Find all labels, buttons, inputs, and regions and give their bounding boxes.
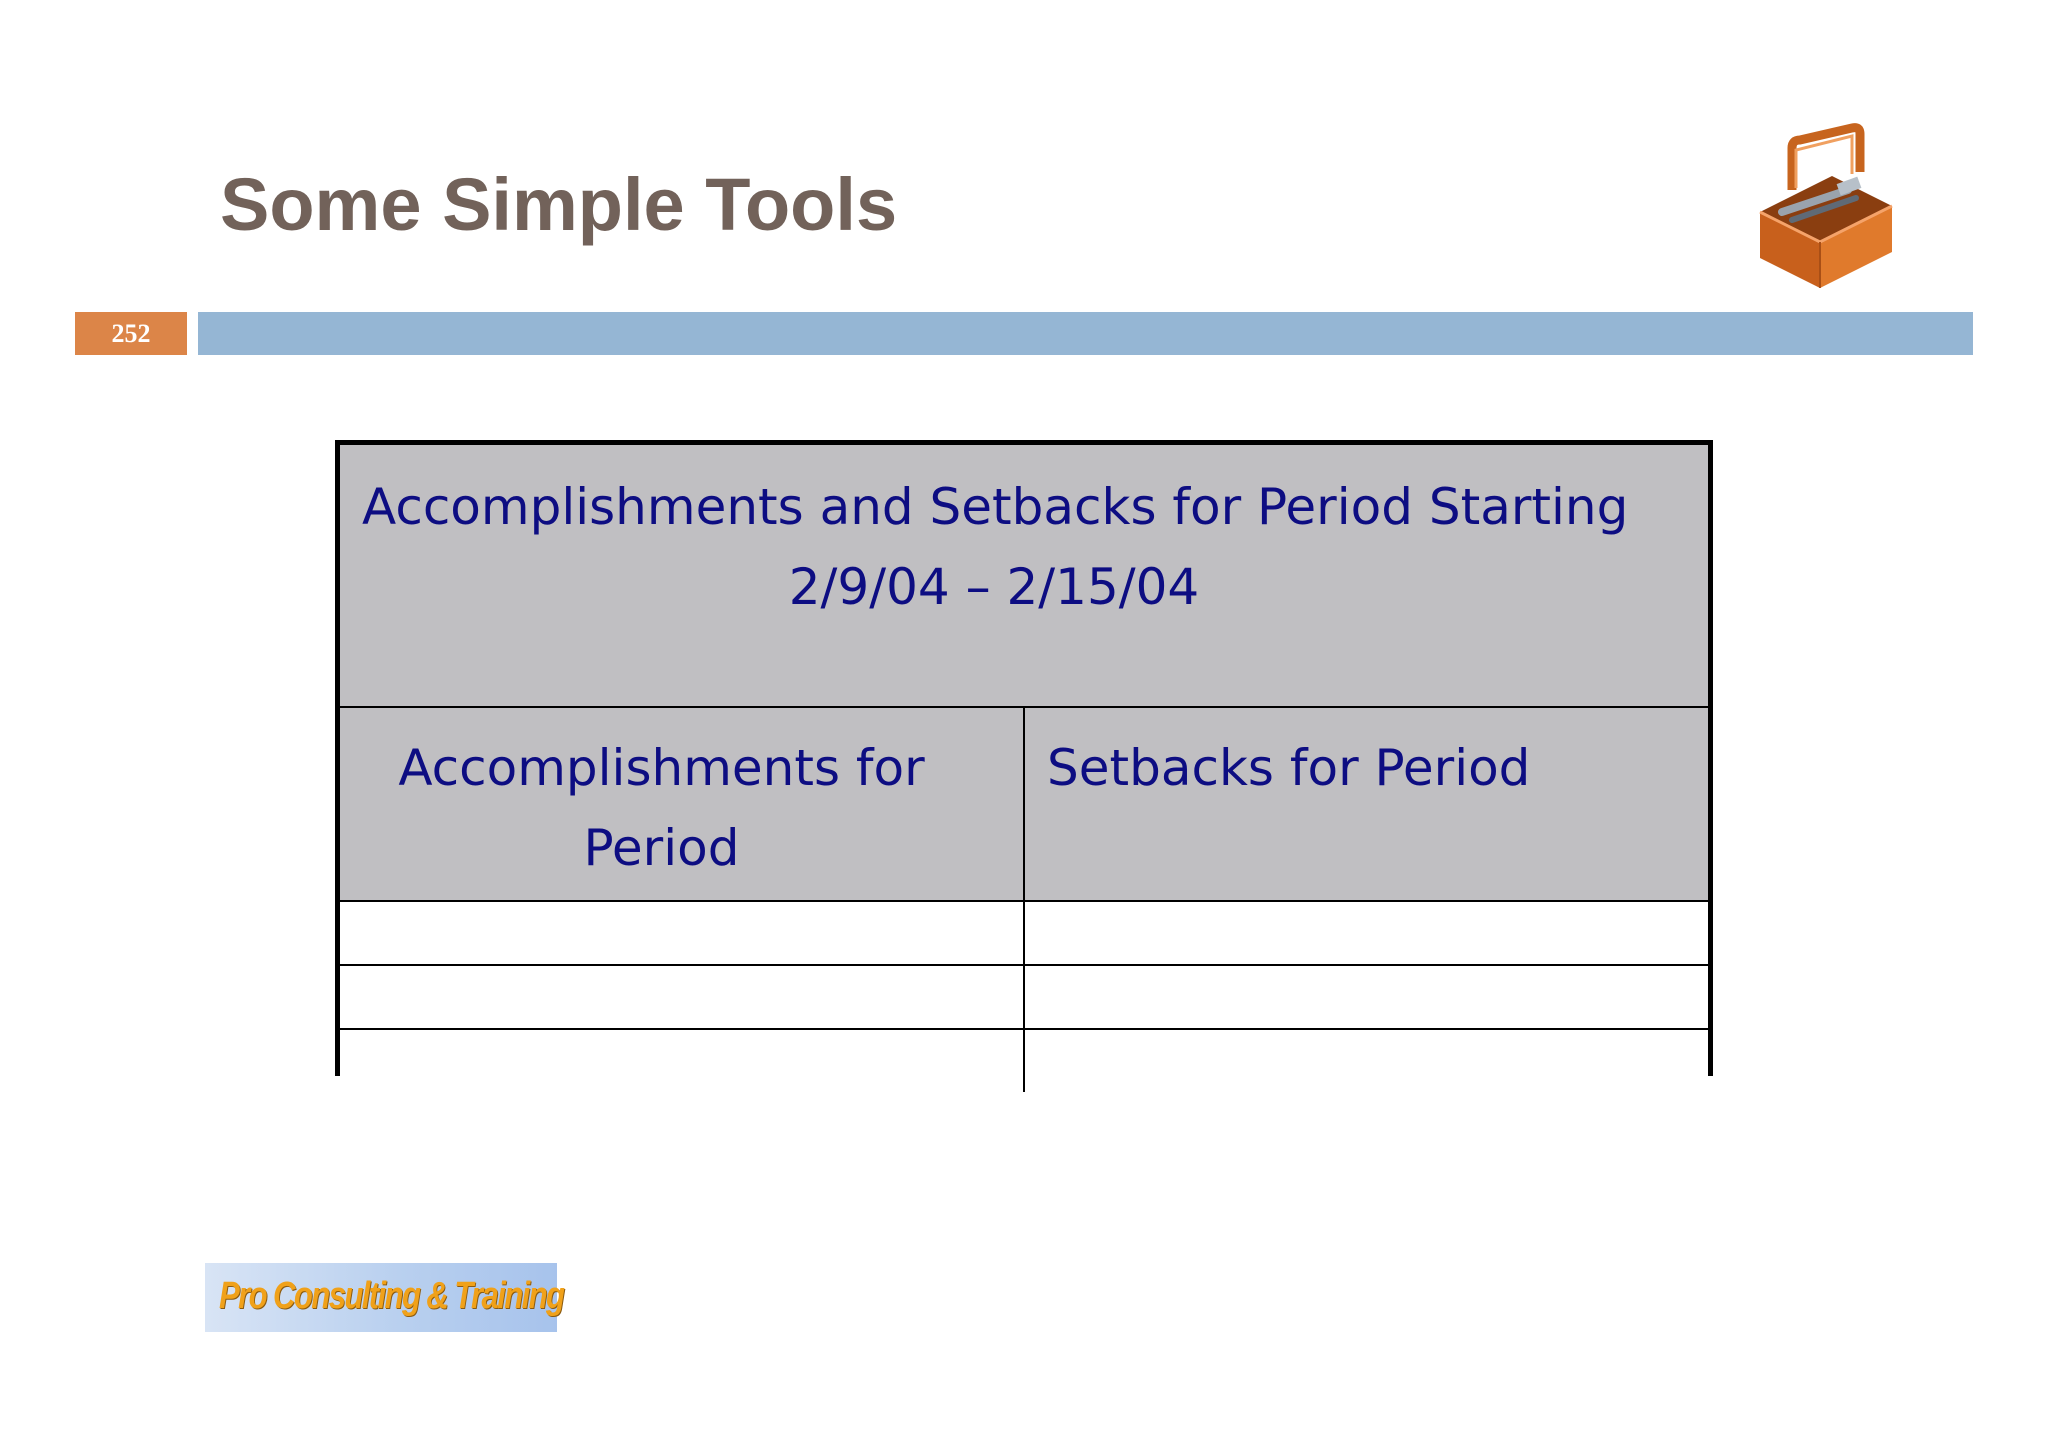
slide-title: Some Simple Tools bbox=[220, 163, 898, 246]
table-row bbox=[340, 965, 1708, 1029]
table-title-line-1: Accomplishments and Setbacks for Period Starting bbox=[362, 478, 1629, 536]
table-row bbox=[340, 901, 1708, 965]
table-cell bbox=[340, 1029, 1024, 1092]
table-row bbox=[340, 1029, 1708, 1092]
table-cell bbox=[1024, 1029, 1708, 1092]
table-cell bbox=[340, 901, 1024, 965]
table-title-row bbox=[340, 445, 1708, 707]
table-title-cell bbox=[340, 445, 1708, 707]
column-header-accomplishments: Accomplishments for Period bbox=[340, 707, 1024, 901]
accomplishments-table bbox=[335, 440, 1713, 1076]
table-cell bbox=[1024, 901, 1708, 965]
toolbox-icon bbox=[1752, 120, 1902, 290]
company-logo bbox=[205, 1263, 564, 1332]
column-header-row bbox=[340, 707, 1708, 901]
table-cell bbox=[340, 965, 1024, 1029]
table-cell bbox=[1024, 965, 1708, 1029]
table-title-date-range: 2/9/04 – 2/15/04 bbox=[788, 558, 1200, 616]
title-rule bbox=[198, 312, 1973, 355]
column-header-setbacks: Setbacks for Period bbox=[1024, 707, 1708, 901]
page-number-badge: 252 bbox=[75, 312, 187, 355]
company-logo-text: Pro Consulting & Training bbox=[219, 1275, 564, 1317]
